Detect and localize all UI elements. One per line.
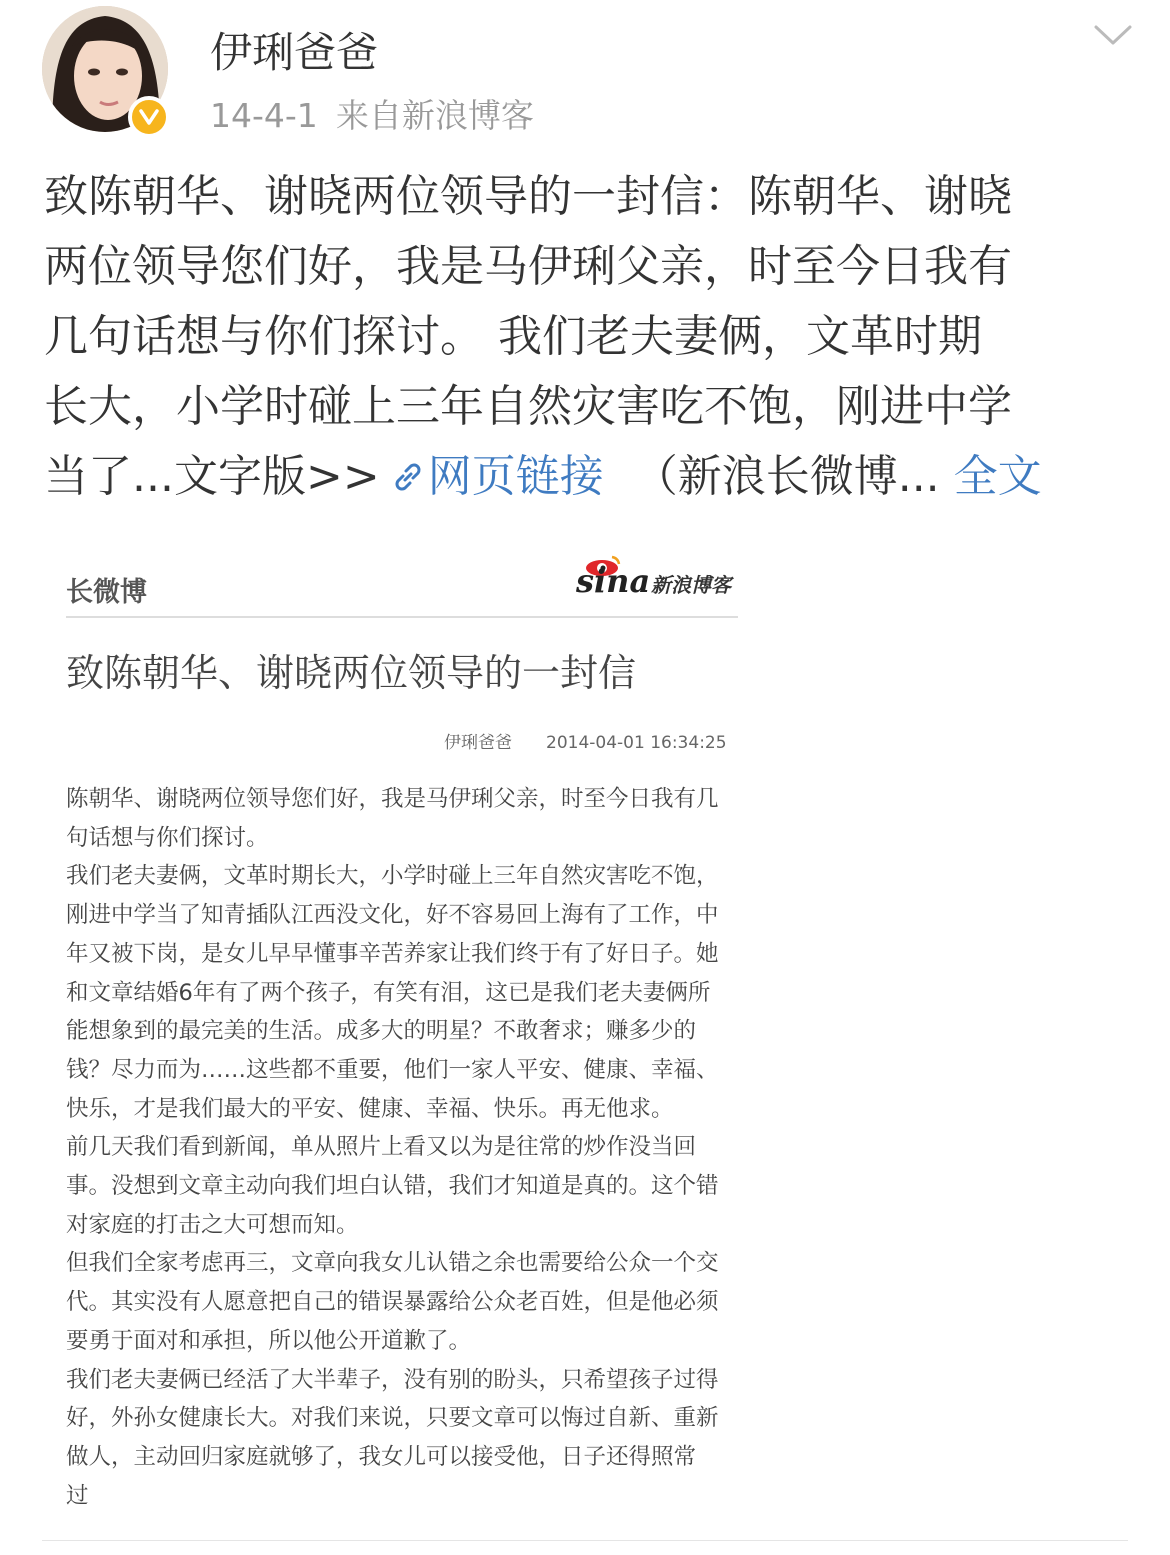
web-link-label: 网页链接	[427, 451, 604, 502]
post-text-prefix: 当了...文字版>>	[44, 451, 380, 502]
article-body-line: 对家庭的打击之大可想而知。	[66, 1211, 359, 1238]
post-text-last-line	[44, 442, 1126, 512]
article-body-line: 和文章结婚6年有了两个孩子，有笑有泪，这已是我们老夫妻俩所	[66, 979, 711, 1006]
post-date: 14-4-1	[210, 96, 318, 135]
post-meta	[210, 90, 534, 137]
sina-logo-word: sina	[576, 562, 651, 600]
article-body-line: 快乐，才是我们最大的平安、健康、幸福、快乐。再无他求。	[66, 1095, 674, 1122]
verified-badge-icon	[128, 96, 170, 138]
article-body-line: 钱？尽力而为……这些都不重要，他们一家人平安、健康、幸福、	[66, 1056, 719, 1083]
article-byline	[444, 728, 727, 753]
article-body-line: 要勇于面对和承担，所以他公开道歉了。	[66, 1327, 472, 1354]
web-link[interactable]	[380, 451, 604, 502]
post-text-line: 两位领导您们好，我是马伊琍父亲，时至今日我有	[44, 241, 1012, 292]
link-icon	[390, 459, 426, 495]
divider	[66, 616, 738, 618]
article-body-line: 能想象到的最完美的生活。成多大的明星？不敢奢求；赚多少的	[66, 1018, 697, 1045]
article-body-line: 句话想与你们探讨。	[66, 824, 269, 851]
article-body-line: 好，外孙女健康长大。对我们来说，只要文章可以悔过自新、重新	[66, 1405, 719, 1432]
user-name[interactable]: 伊琍爸爸	[210, 28, 379, 77]
article-body-line: 但我们全家考虑再三，文章向我女儿认错之余也需要给公众一个交	[66, 1250, 719, 1277]
post-text-line: 长大，小学时碰上三年自然灾害吃不饱，刚进中学	[44, 381, 1012, 432]
article-body-line: 过	[66, 1482, 89, 1508]
post-text-line: 几句话想与你们探讨。 我们老夫妻俩，文革时期	[44, 311, 982, 362]
article-body-line: 陈朝华、谢晓两位领导您们好，我是马伊琍父亲，时至今日我有几	[66, 786, 719, 812]
article-body-line: 我们老夫妻俩，文革时期长大，小学时碰上三年自然灾害吃不饱，	[66, 863, 719, 890]
long-weibo-image[interactable]	[46, 536, 758, 1508]
article-title: 致陈朝华、谢晓两位领导的一封信	[66, 651, 637, 695]
chevron-down-icon[interactable]	[1092, 20, 1134, 50]
post-text-suffix: （新浪长微博...	[633, 451, 940, 502]
article-body-line: 刚进中学当了知青插队江西没文化，好不容易回上海有了工作，中	[66, 902, 719, 929]
article-body	[66, 780, 738, 1508]
article-body-line: 前几天我们看到新闻，单从照片上看又以为是往常的炒作没当回	[66, 1134, 697, 1161]
post-text	[44, 162, 1126, 512]
article-author: 伊琍爸爸	[444, 733, 512, 753]
post-text-line: 致陈朝华、谢晓两位领导的一封信：陈朝华、谢晓	[44, 171, 1012, 222]
full-text-link[interactable]: 全文	[953, 451, 1042, 502]
article-body-line: 我们老夫妻俩已经活了大半辈子，没有别的盼头，只希望孩子过得	[66, 1366, 719, 1393]
long-weibo-header: 长微博	[66, 577, 147, 608]
article-body-line: 代。其实没有人愿意把自己的错误暴露给公众老百姓，但是他必须	[66, 1289, 719, 1316]
post-source: 来自新浪博客	[335, 96, 534, 135]
article-body-line: 事。没想到文章主动向我们坦白认错，我们才知道是真的。这个错	[66, 1173, 719, 1200]
bottom-divider	[42, 1540, 1128, 1541]
article-body-line: 做人，主动回归家庭就够了，我女儿可以接受他，日子还得照常	[66, 1443, 697, 1470]
sina-blog-label: 新浪博客	[651, 573, 731, 597]
article-datetime: 2014-04-01 16:34:25	[546, 733, 727, 753]
article-body-line: 年又被下岗，是女儿早早懂事辛苦养家让我们终于有了好日子。她	[66, 940, 719, 967]
sina-logo	[576, 554, 758, 608]
